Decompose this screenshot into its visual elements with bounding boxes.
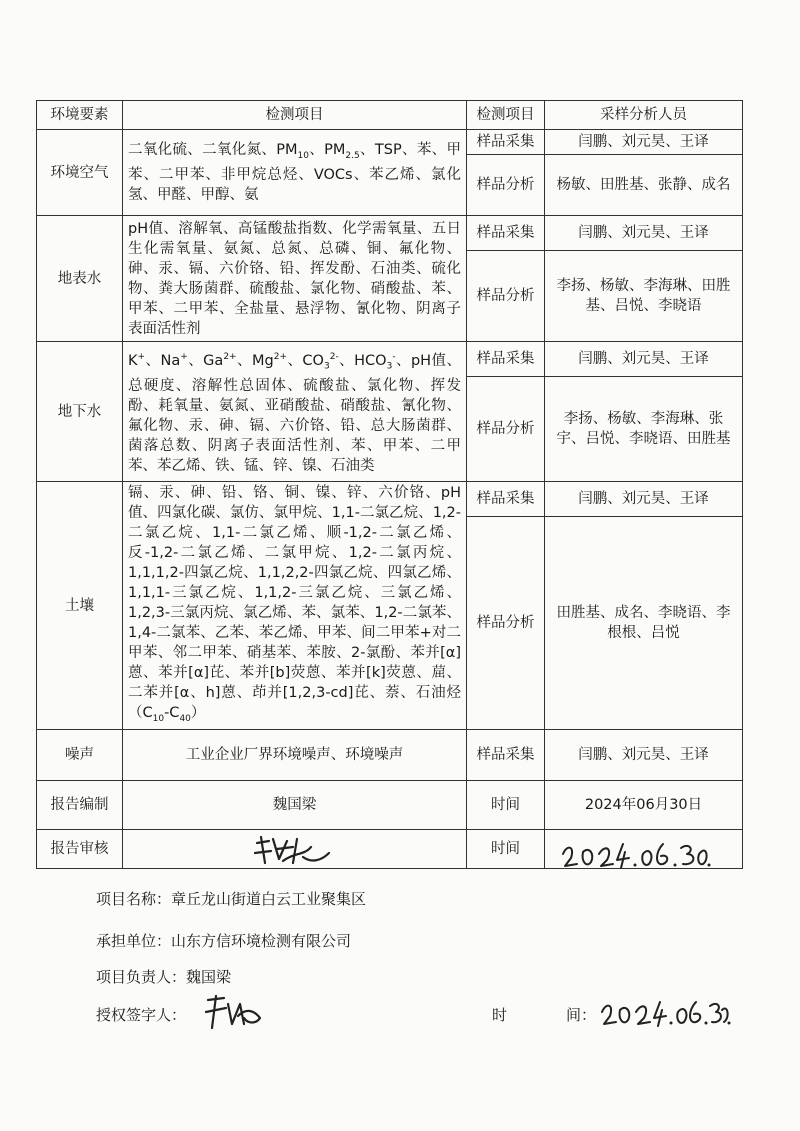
signatory-signature	[204, 994, 264, 1030]
env-noise: 噪声	[37, 730, 123, 781]
header-env: 环境要素	[37, 101, 123, 130]
undertaker: 承担单位：山东方信环境检测有限公司	[96, 932, 352, 950]
reviewer-signature	[253, 833, 333, 867]
report-compiler-label: 报告编制	[37, 781, 123, 830]
noise-row	[37, 730, 743, 781]
method-air-sampling: 样品采集	[467, 130, 545, 155]
report-review-label: 报告审核	[37, 830, 123, 869]
soil-row-sampling	[37, 482, 743, 517]
env-surface-water: 地表水	[37, 216, 123, 342]
items-groundwater: K+、Na+、$Ga^{2+}$、$Mg^{2+}$、$CO_3^{2-}$、$HCO_3^-$、pH值、总硬度、溶解性总固体、硫酸盐、氯化物、挥发酚、耗氧量、氨氮、亚硝酸盐、硝酸盐、氰化物、氟化物、汞、砷、镉、六价铬、铅、总大肠菌群、菌落总数、阴离子表面活性剂、苯、甲苯、二甲苯、苯乙烯、铁、锰、锌、镍、石油类	[123, 342, 467, 482]
env-air: 环境空气	[37, 130, 123, 216]
air-row-sampling	[37, 130, 743, 155]
env-groundwater: 地下水	[37, 342, 123, 482]
report-compiler-time-label: 时间	[467, 781, 545, 830]
method-groundwater-sampling: 样品采集	[467, 342, 545, 377]
report-review-row	[37, 830, 743, 869]
reviewer-signature-cell	[123, 830, 467, 869]
project-lead: 项目负责人：魏国梁	[96, 968, 232, 986]
method-noise-sampling: 样品采集	[467, 730, 545, 781]
people-groundwater-analysis: 李扬、杨敏、李海琳、张宇、吕悦、李晓语、田胜基	[545, 377, 743, 482]
report-compiler-time-value: 2024年06月30日	[545, 781, 743, 830]
people-noise-sampling: 闫鹏、刘元昊、王译	[545, 730, 743, 781]
method-soil-sampling: 样品采集	[467, 482, 545, 517]
method-soil-analysis: 样品分析	[467, 517, 545, 730]
people-surface-water-analysis: 李扬、杨敏、李海琳、田胜基、吕悦、李晓语	[545, 251, 743, 342]
report-compiler-row	[37, 781, 743, 830]
people-air-analysis: 杨敏、田胜基、张静、成名	[545, 155, 743, 216]
method-air-analysis: 样品分析	[467, 155, 545, 216]
groundwater-row-sampling	[37, 342, 743, 377]
people-air-sampling: 闫鹏、刘元昊、王译	[545, 130, 743, 155]
people-surface-water-sampling: 闫鹏、刘元昊、王译	[545, 216, 743, 251]
surface-water-row-sampling	[37, 216, 743, 251]
footer-handwritten-date	[600, 996, 730, 1028]
people-soil-sampling: 闫鹏、刘元昊、王译	[545, 482, 743, 517]
items-soil: 镉、汞、砷、铅、铬、铜、镍、锌、六价铬、pH值、四氯化碳、氯仿、氯甲烷、1,1-二氯乙烷、1,2-二氯乙烷、1,1-二氯乙烯、顺-1,2-二氯乙烯、反-1,2-二氯乙烯、二氯甲烷、1,2-二氯丙烷、1,1,1,2-四氯乙烷、1,1,2,2-四氯乙烷、四氯乙烯、1,1,1-三氯乙烷、1,1,2-三氯乙烷、三氯乙烯、1,2,3-三氯丙烷、氯乙烯、苯、氯苯、1,2-二氯苯、1,4-二氯苯、乙苯、苯乙烯、甲苯、间二甲苯+对二甲苯、邻二甲苯、硝基苯、苯胺、2-氯酚、苯并[α]蒽、苯并[α]芘、苯并[b]荧蒽、苯并[k]荧蒽、䓛、二苯并[α、h]蒽、茚并[1,2,3-cd]芘、萘、石油烃$(C_{10}-C_{40})$	[123, 482, 467, 730]
footer-time-label-b: 间：	[566, 1006, 597, 1024]
signatory-label: 授权签字人：	[96, 1006, 187, 1024]
header-items: 检测项目	[123, 101, 467, 130]
inspection-table	[36, 100, 743, 869]
people-soil-analysis: 田胜基、成名、李晓语、李根根、吕悦	[545, 517, 743, 730]
footer-time-label-a: 时	[492, 1006, 508, 1024]
method-surface-water-sampling: 样品采集	[467, 216, 545, 251]
env-soil: 土壤	[37, 482, 123, 730]
project-name: 项目名称：章丘龙山街道白云工业聚集区	[96, 890, 367, 908]
items-surface-water: pH值、溶解氧、高锰酸盐指数、化学需氧量、五日生化需氧量、氨氮、总氮、总磷、铜、氟化物、砷、汞、镉、六价铬、铅、挥发酚、石油类、硫化物、粪大肠菌群、硫酸盐、氯化物、硝酸盐、苯、甲苯、二甲苯、全盐量、悬浮物、氰化物、阴离子表面活性剂	[123, 216, 467, 342]
method-groundwater-analysis: 样品分析	[467, 377, 545, 482]
review-handwritten-date	[559, 836, 709, 870]
header-row	[37, 101, 743, 130]
report-compiler-name: 魏国梁	[123, 781, 467, 830]
items-noise: 工业企业厂界环境噪声、环境噪声	[123, 730, 467, 781]
header-people: 采样分析人员	[545, 101, 743, 130]
report-review-time-label: 时间	[467, 830, 545, 869]
review-date-cell	[545, 830, 743, 869]
items-air: 二氧化硫、二氧化氮、$PM_{10}$、$PM_{2.5}$、TSP、苯、甲苯、二甲苯、非甲烷总烃、VOCs、苯乙烯、氯化氢、甲醛、甲醇、氨	[123, 130, 467, 216]
header-method: 检测项目	[467, 101, 545, 130]
method-surface-water-analysis: 样品分析	[467, 251, 545, 342]
people-groundwater-sampling: 闫鹏、刘元昊、王译	[545, 342, 743, 377]
